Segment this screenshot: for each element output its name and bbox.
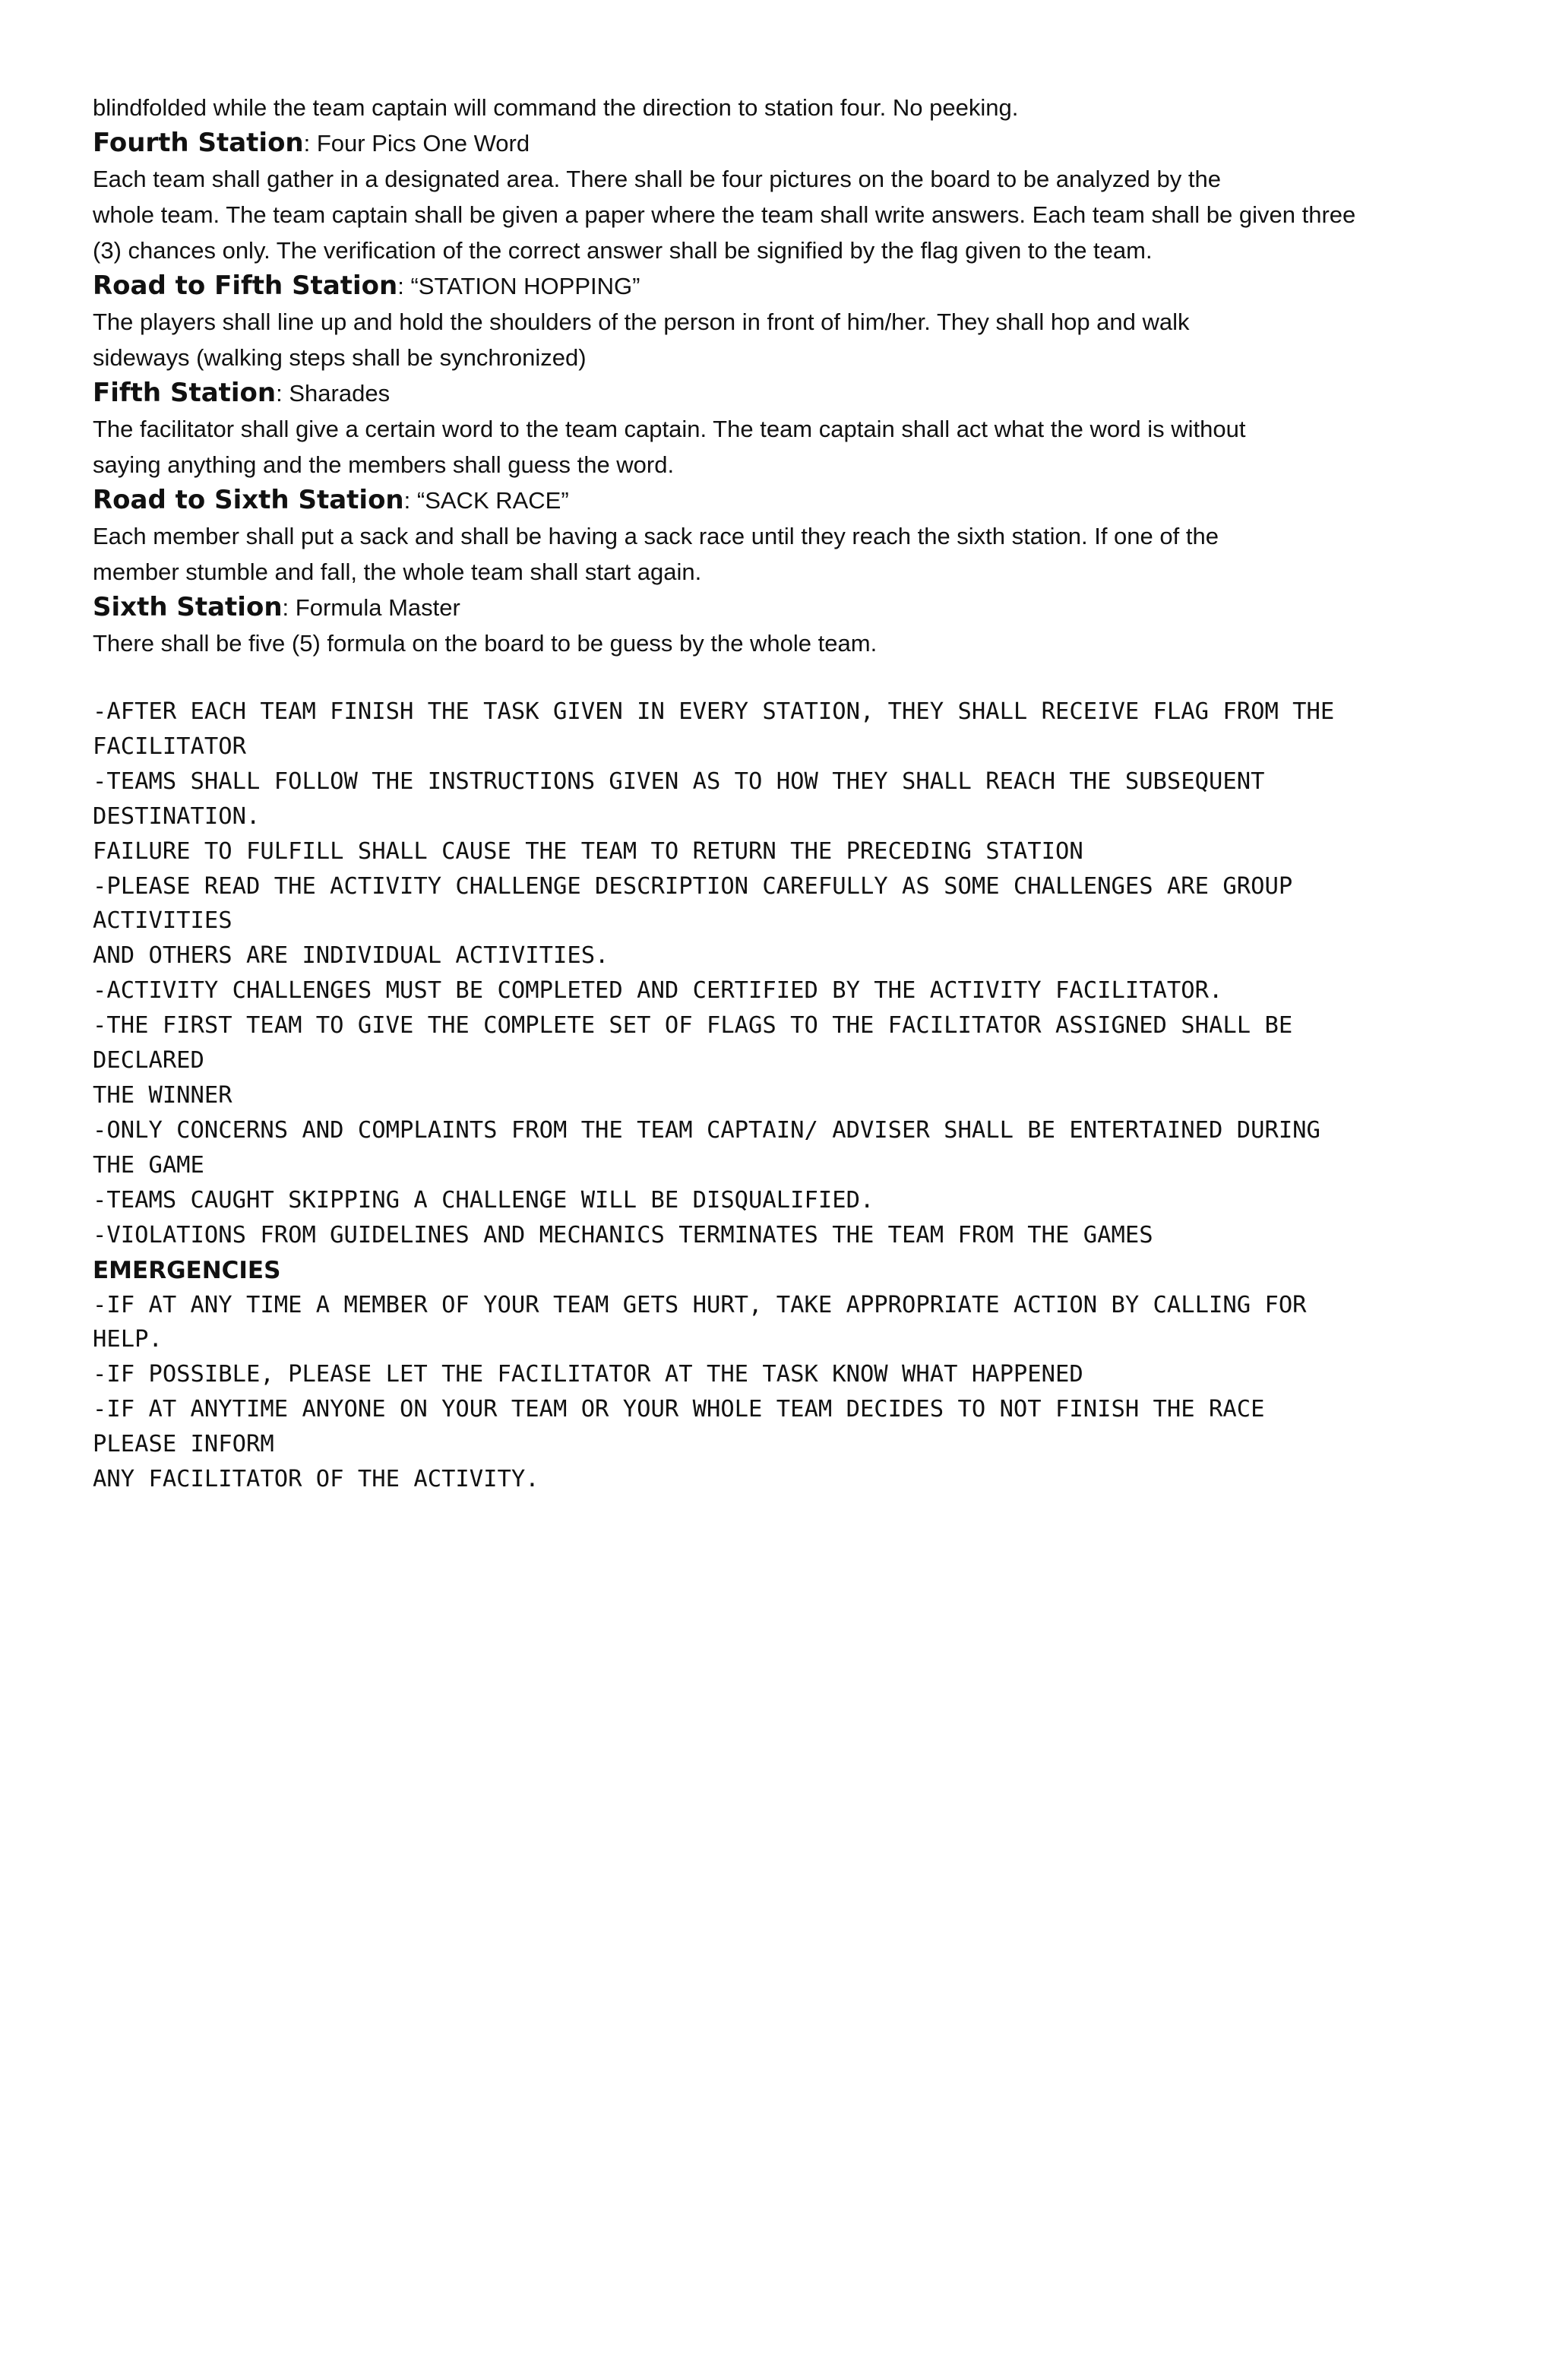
paragraph-line: whole team. The team captain shall be given a paper where the team shall write answers. Each team shall be given three [93, 201, 1356, 228]
emergency-line: -IF AT ANY TIME A MEMBER OF YOUR TEAM GETS HURT, TAKE APPROPRIATE ACTION BY CALLING FOR [93, 1291, 1307, 1318]
rule-line: -TEAMS SHALL FOLLOW THE INSTRUCTIONS GIVEN AS TO HOW THEY SHALL REACH THE SUBSEQUENT [93, 767, 1265, 795]
section-title: Road to Fifth Station [93, 271, 398, 301]
section-title: Road to Sixth Station [93, 485, 404, 515]
section-subtitle: “STATION HOPPING” [410, 273, 640, 299]
paragraph-line: member stumble and fall, the whole team shall start again. [93, 559, 702, 585]
rule-line: -PLEASE READ THE ACTIVITY CHALLENGE DESCRIPTION CAREFULLY AS SOME CHALLENGES ARE GROUP [93, 872, 1293, 900]
emergency-line: HELP. [93, 1326, 163, 1353]
emergency-line: -IF POSSIBLE, PLEASE LET THE FACILITATOR AT THE TASK KNOW WHAT HAPPENED [93, 1361, 1083, 1388]
paragraph-line: The players shall line up and hold the shoulders of the person in front of him/her. They shall hop and walk [93, 309, 1190, 335]
section-fifth-station: Fifth Station: Sharades The facilitator shall give a certain word to the team captain. The team captain shall act what the word is without saying anything and the members shall guess the word. [93, 375, 1475, 483]
paragraph-line: sideways (walking steps shall be synchronized) [93, 344, 587, 371]
section-subtitle: Sharades [289, 380, 391, 407]
rule-line: -TEAMS CAUGHT SKIPPING A CHALLENGE WILL BE DISQUALIFIED. [93, 1186, 874, 1214]
emergency-line: ANY FACILITATOR OF THE ACTIVITY. [93, 1466, 539, 1493]
rule-line: AND OTHERS ARE INDIVIDUAL ACTIVITIES. [93, 942, 609, 970]
section-title: Sixth Station [93, 592, 283, 622]
section-subtitle: Formula Master [295, 594, 460, 621]
rule-line: THE GAME [93, 1151, 204, 1179]
paragraph-line: saying anything and the members shall guess the word. [93, 451, 675, 478]
rules-block [93, 695, 1475, 1253]
intro-line: blindfolded while the team captain will command the direction to station four. No peeking. [93, 94, 1019, 121]
section-subtitle: “SACK RACE” [416, 487, 569, 514]
emergency-line: -IF AT ANYTIME ANYONE ON YOUR TEAM OR YOUR WHOLE TEAM DECIDES TO NOT FINISH THE RACE [93, 1396, 1265, 1423]
rule-line: FAILURE TO FULFILL SHALL CAUSE THE TEAM TO RETURN THE PRECEDING STATION [93, 837, 1083, 865]
rule-line: THE WINNER [93, 1081, 232, 1109]
emergencies-heading: EMERGENCIES [93, 1256, 281, 1284]
section-subtitle: Four Pics One Word [316, 130, 530, 157]
paragraph-line: (3) chances only. The verification of the correct answer shall be signified by the flag given to the team. [93, 237, 1153, 264]
paragraph-line: The facilitator shall give a certain word to the team captain. The team captain shall act what the word is without [93, 416, 1246, 442]
rule-line: DESTINATION. [93, 802, 261, 830]
section-sixth-station: Sixth Station: Formula Master There shall be five (5) formula on the board to be guess by the whole team. [93, 590, 1475, 661]
rule-line: -AFTER EACH TEAM FINISH THE TASK GIVEN IN EVERY STATION, THEY SHALL RECEIVE FLAG FROM THE [93, 698, 1335, 725]
section-title: Fifth Station [93, 378, 277, 408]
rule-line: ACTIVITIES [93, 907, 232, 935]
rule-line: DECLARED [93, 1047, 204, 1074]
spacer [93, 661, 1475, 695]
section-road-to-sixth-station: Road to Sixth Station: “SACK RACE” Each member shall put a sack and shall be having a sack race until they reach the sixth station. If one of the member stumble and fall, the whole team shall start again. [93, 483, 1475, 590]
rule-line: -VIOLATIONS FROM GUIDELINES AND MECHANICS TERMINATES THE TEAM FROM THE GAMES [93, 1221, 1153, 1249]
paragraph-line: There shall be five (5) formula on the board to be guess by the whole team. [93, 630, 878, 657]
section-road-to-fifth-station: Road to Fifth Station: “STATION HOPPING” The players shall line up and hold the shoulders of the person in front of him/her. They shall hop and walk sideways (walking steps shall be synchronized) [93, 268, 1475, 375]
paragraph-line: Each member shall put a sack and shall be having a sack race until they reach the sixth station. If one of the [93, 523, 1219, 549]
section-title: Fourth Station [93, 128, 304, 158]
rule-line: -THE FIRST TEAM TO GIVE THE COMPLETE SET OF FLAGS TO THE FACILITATOR ASSIGNED SHALL BE [93, 1012, 1293, 1040]
emergency-line: PLEASE INFORM [93, 1431, 274, 1458]
document-body [93, 90, 1475, 1497]
rule-line: -ACTIVITY CHALLENGES MUST BE COMPLETED AND CERTIFIED BY THE ACTIVITY FACILITATOR. [93, 977, 1223, 1005]
rule-line: -ONLY CONCERNS AND COMPLAINTS FROM THE TEAM CAPTAIN/ ADVISER SHALL BE ENTERTAINED DURING [93, 1116, 1320, 1144]
section-fourth-station: Fourth Station: Four Pics One Word Each team shall gather in a designated area. There shall be four pictures on the board to be analyzed by the whole team. The team captain shall be given a paper where the team shall write answers. Each team shall be given three (3) chances only. The verification of the correct answer shall be signified by the flag given to the team. [93, 125, 1475, 268]
rule-line: FACILITATOR [93, 733, 246, 760]
emergencies-block [93, 1253, 1475, 1497]
paragraph-line: Each team shall gather in a designated area. There shall be four pictures on the board to be analyzed by the [93, 166, 1221, 192]
